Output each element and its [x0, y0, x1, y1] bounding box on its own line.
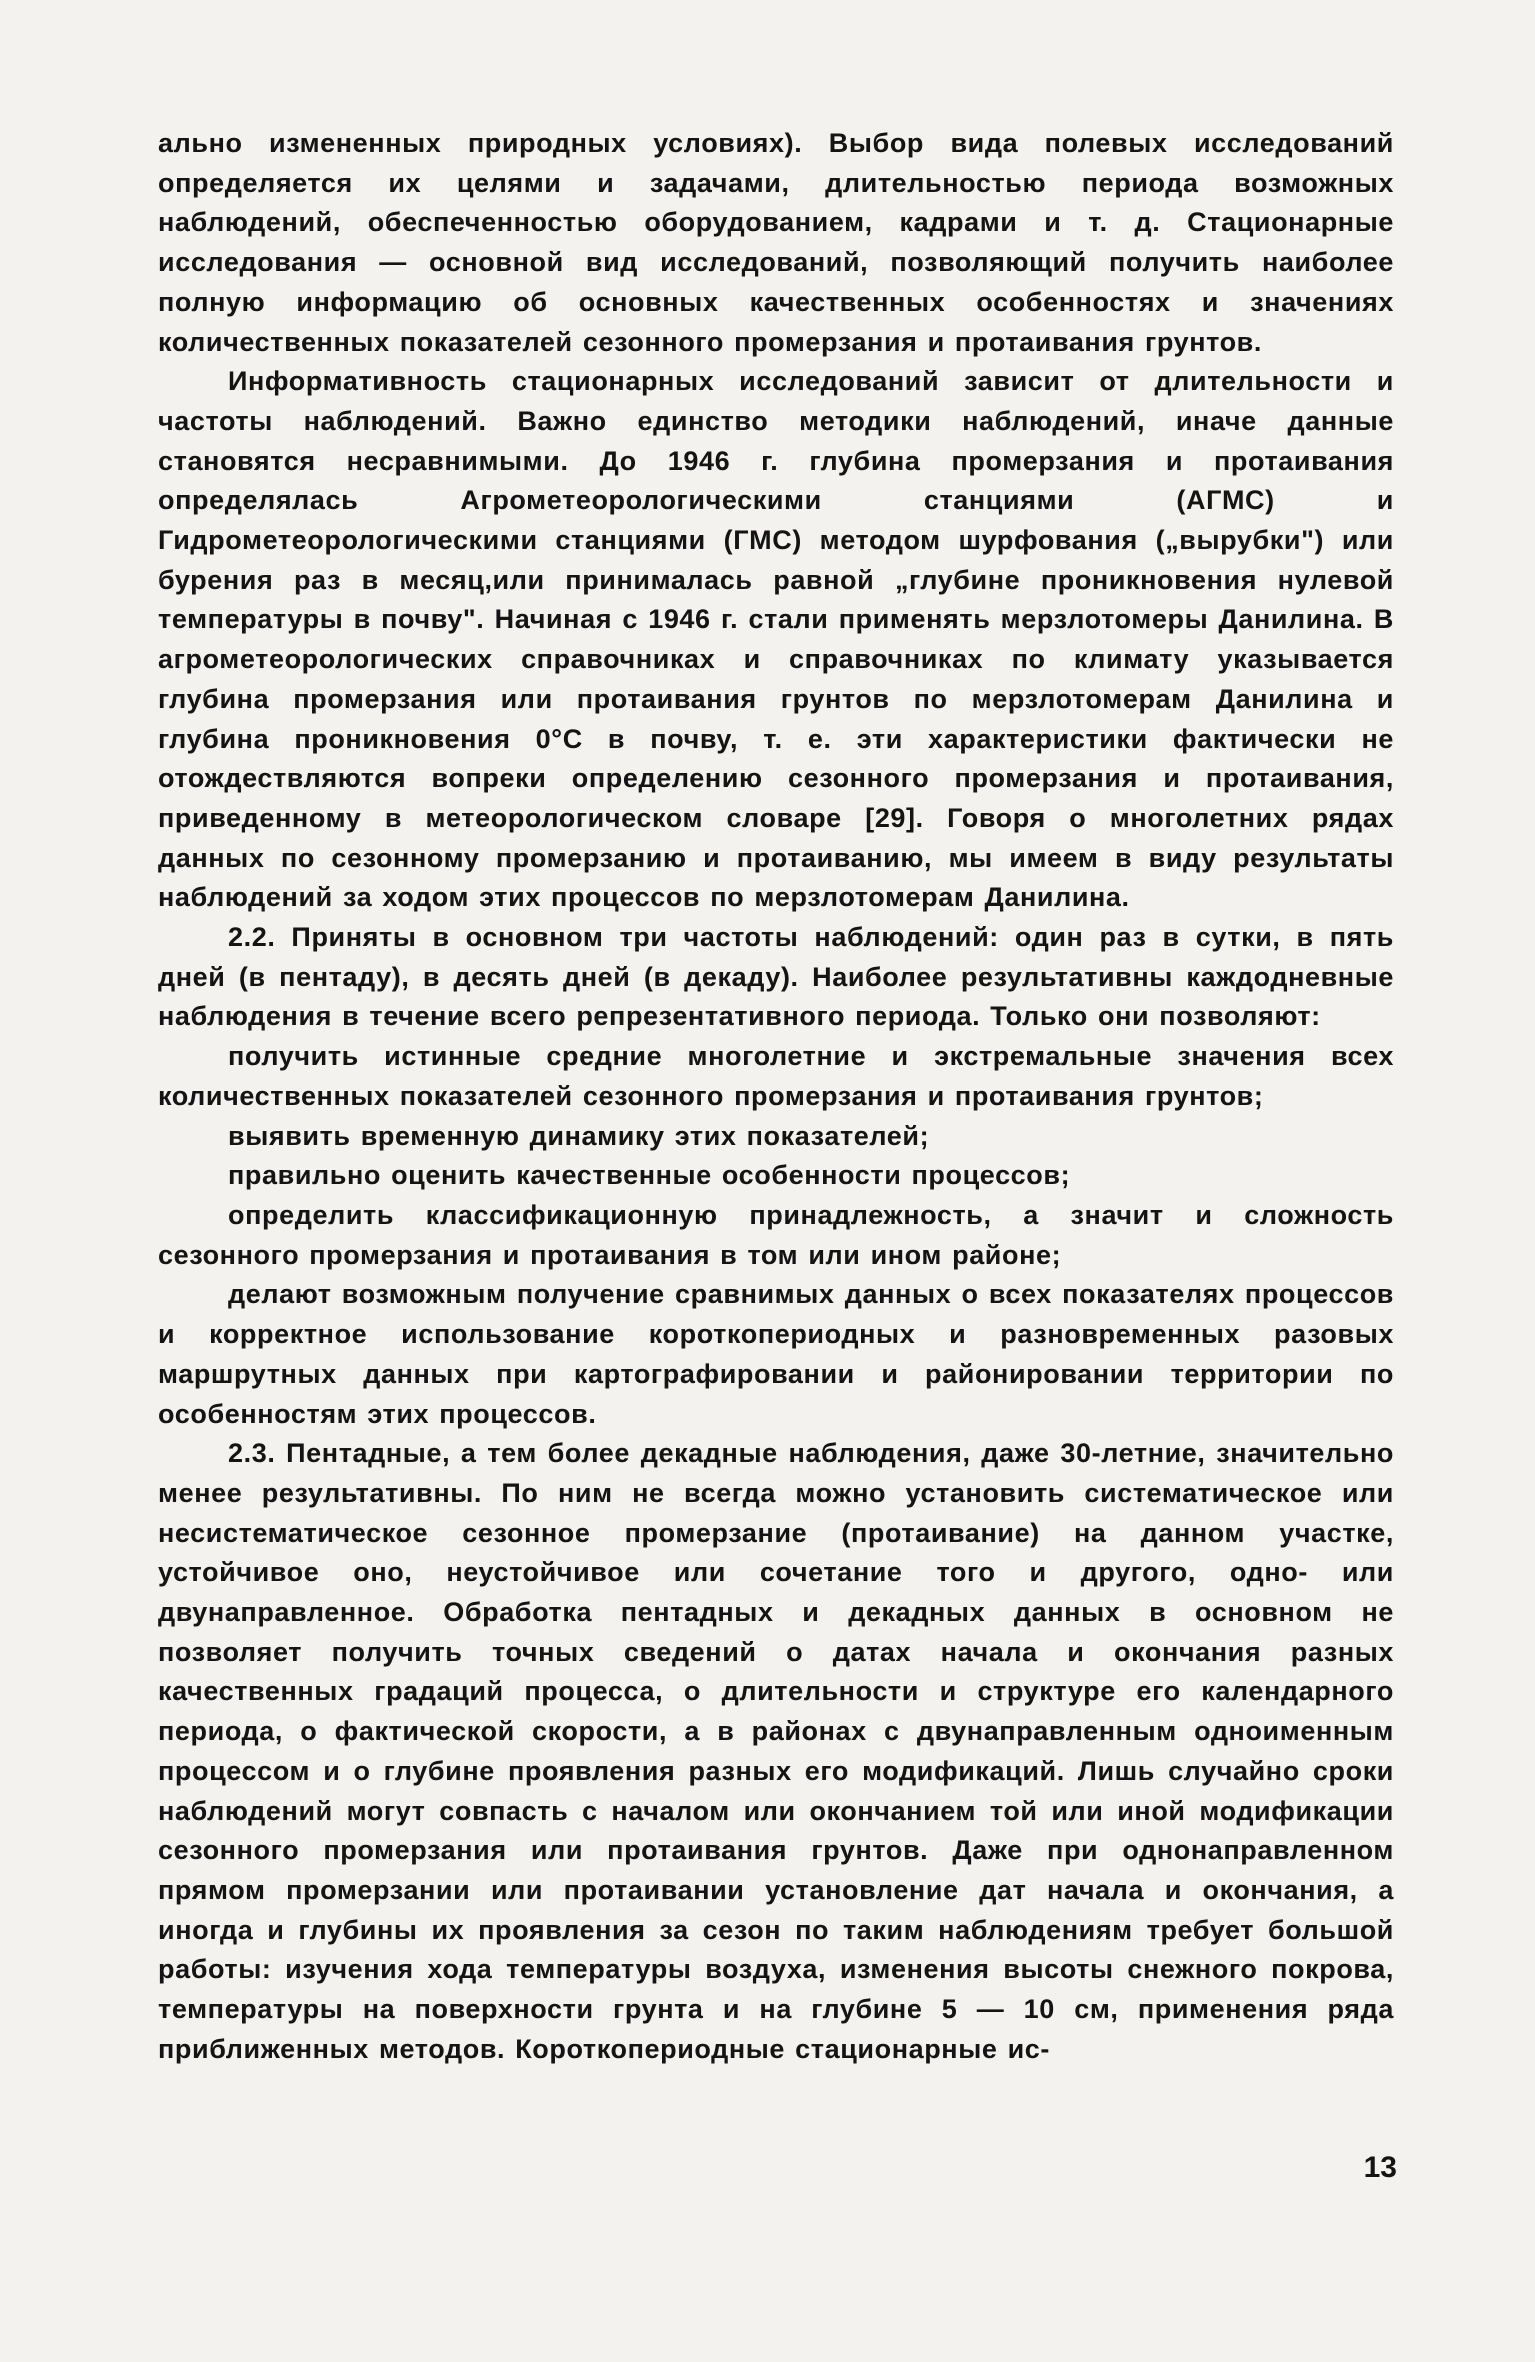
- list-item-qualitative: правильно оценить качественные особенности процессов;: [228, 1160, 1071, 1191]
- list-item-dynamics: выявить временную динамику этих показателей;: [228, 1120, 930, 1151]
- list-item-true-values: получить истинные средние многолетние и экстремальные значения всех количественных показателей сезонного промерзания и протаивания грунтов;: [158, 1041, 1394, 1111]
- list-item-comparable-data: делают возможным получение сравнимых данных о всех показателях процессов и корректное использование короткопериодных и разновременных разовых маршрутных данных при картографировании и районировании территории по особенностям этих процессов.: [158, 1279, 1394, 1429]
- paragraph-section-2-3: 2.3. Пентадные, а тем более декадные наблюдения, даже 30-летние, значительно менее результативны. По ним не всегда можно установить систематическое или несистематическое сезонное промерзание (протаивание) на данном участке, устойчивое оно, неустойчивое или сочетание того и другого, одно- или двунаправленное. Обработка пентадных и декадных данных в основном не позволяет получить точных сведений о датах начала и окончания разных качественных градаций процесса, о длительности и структуре его календарного периода, о фактической скорости, а в районах с двунаправленным одноименным процессом и о глубине проявления разных его модификаций. Лишь случайно сроки наблюдений могут совпасть с началом или окончанием той или иной модификации сезонного промерзания или протаивания грунтов. Даже при однонаправленном прямом промерзании или протаивании установление дат начала и окончания, а иногда и глубины их проявления за сезон по таким наблюдениям требует большой работы: изучения хода температуры воздуха, изменения высоты снежного покрова, температуры на поверхности грунта и на глубине 5 — 10 см, применения ряда приближенных методов. Короткопериодные стационарные ис-: [158, 1438, 1394, 2064]
- body-text: [158, 124, 1394, 2069]
- paragraph-intro: ально измененных природных условиях). Выбор вида полевых исследований определяется их целями и задачами, длительностью периода возможных наблюдений, обеспеченностью оборудованием, кадрами и т. д. Стационарные исследования — основной вид исследований, позволяющий получить наиболее полную информацию об основных качественных особенностях и значениях количественных показателей сезонного промерзания и протаивания грунтов.: [158, 128, 1394, 357]
- paragraph-section-2-2: 2.2. Приняты в основном три частоты наблюдений: один раз в сутки, в пять дней (в пентаду), в десять дней (в декаду). Наиболее результативны каждодневные наблюдения в течение всего репрезентативного периода. Только они позволяют:: [158, 922, 1394, 1032]
- page-number: 13: [1363, 2151, 1397, 2184]
- paragraph-informativeness: Информативность стационарных исследований зависит от длительности и частоты наблюдений. Важно единство методики наблюдений, иначе данные становятся несравнимыми. До 1946 г. глубина промерзания и протаивания определялась Агрометеорологическими станциями (АГМС) и Гидрометеорологическими станциями (ГМС) методом шурфования („вырубки") или бурения раз в месяц,или принималась равной „глубине проникновения нулевой температуры в почву". Начиная с 1946 г. стали применять мерзлотомеры Данилина. В агрометеорологических справочниках и справочниках по климату указывается глубина промерзания или протаивания грунтов по мерзлотомерам Данилина и глубина проникновения 0°С в почву, т. е. эти характеристики фактически не отождествляются вопреки определению сезонного промерзания и протаивания, приведенному в метеорологическом словаре [29]. Говоря о многолетних рядах данных по сезонному промерзанию и протаиванию, мы имеем в виду результаты наблюдений за ходом этих процессов по мерзлотомерам Данилина.: [158, 366, 1394, 913]
- list-item-classification: определить классификационную принадлежность, а значит и сложность сезонного промерзания и протаивания в том или ином районе;: [158, 1199, 1394, 1270]
